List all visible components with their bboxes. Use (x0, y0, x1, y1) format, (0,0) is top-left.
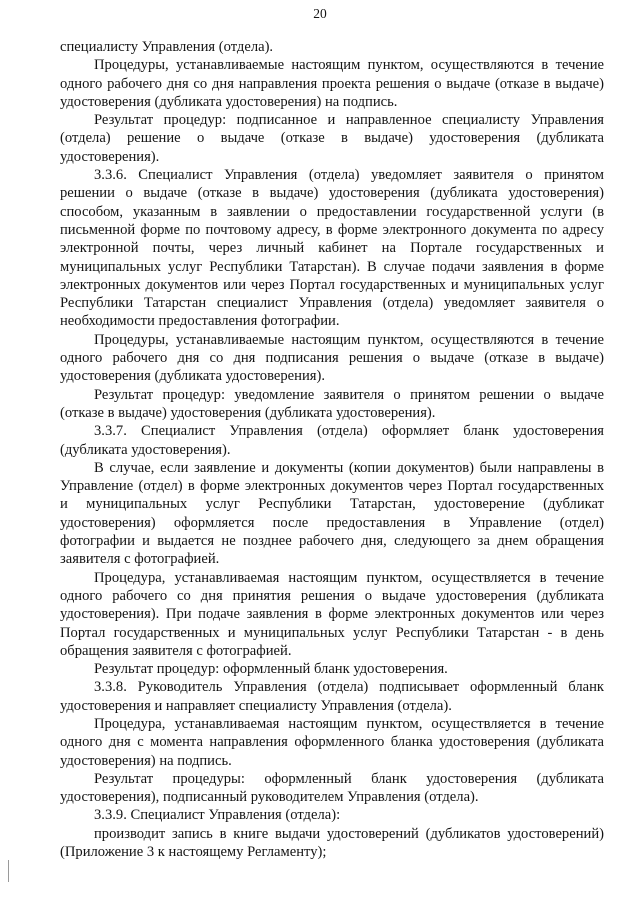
page-number: 20 (313, 6, 327, 21)
text-line: (отдела) решение о выдаче (отказе в выдаче) удостоверения (дубликата (60, 130, 604, 147)
text-line: 3.3.8. Руководитель Управления (отдела) подписывает оформленный бланк (94, 679, 604, 696)
text-line: способом, указанным в заявлении о предоставлении государственной услуги (в (60, 203, 604, 220)
text-line: и муниципальных услуг Республики Татарстан, удостоверение (дубликат (60, 496, 604, 513)
text-line: необходимости предоставления фотографии. (60, 313, 340, 330)
text-line: обращения заявителя с фотографией. (60, 642, 292, 659)
text-line: Процедуры, устанавливаемые настоящим пунктом, осуществляются в течение (94, 331, 604, 348)
text-line: удостоверения (дубликата удостоверения). (60, 368, 325, 385)
text-line: удостоверения), подписанный руководителем Управления (отдела). (60, 789, 479, 806)
text-line: 3.3.9. Специалист Управления (отдела): (94, 807, 341, 824)
text-line: одного рабочего дня со дня направления проекта решения о выдаче (отказе в выдаче) (60, 75, 604, 92)
text-line: Портал государственных и муниципальных услуг Республики Татарстан - в день (60, 624, 604, 641)
text-line: В случае, если заявление и документы (копии документов) были направлены в (94, 459, 604, 476)
text-line: удостоверения) оформляется после предоставления в Управление (отдел) (60, 514, 604, 531)
text-line: муниципальных услуг Республики Татарстан). В случае подачи заявления в форме (60, 258, 604, 275)
text-line: удостоверения). (60, 148, 160, 165)
text-line: письменной форме по почтовому адресу, в форме электронного документа по адресу (60, 221, 604, 238)
text-line: электронных документов или через Портал государственных и муниципальных услуг (60, 276, 604, 293)
text-line: 3.3.7. Специалист Управления (отдела) оформляет бланк удостоверения (94, 423, 604, 440)
text-line: одного дня с момента направления оформленного бланка удостоверения (дубликата (60, 734, 604, 751)
text-line: удостоверения и направляет специалисту Управления (отдела). (60, 697, 452, 714)
text-line: Процедуры, устанавливаемые настоящим пунктом, осуществляются в течение (94, 57, 604, 74)
text-line: (дубликата удостоверения). (60, 441, 231, 458)
text-line: Результат процедур: оформленный бланк удостоверения. (94, 661, 448, 678)
text-line: удостоверения (дубликата удостоверения) на подпись. (60, 93, 398, 110)
text-line: специалисту Управления (отдела). (60, 39, 274, 55)
text-line: Процедура, устанавливаемая настоящим пунктом, осуществляется в течение (94, 569, 604, 586)
text-line: одного рабочего со дня принятия решения о выдаче удостоверения (дубликата (60, 587, 604, 604)
text-line: удостоверения). При подаче заявления в форме электронных документов или через (60, 606, 604, 623)
text-line: одного рабочего дня со дня подписания решения о выдаче (отказе в выдаче) (60, 350, 604, 367)
text-line: Республики Татарстан специалист Управления (отдела) уведомляет заявителя о (60, 295, 604, 312)
text-line: Управление (отдел) в форме электронных документов через Портал государственных (60, 478, 604, 495)
text-line: 3.3.6. Специалист Управления (отдела) уведомляет заявителя о принятом (94, 167, 604, 184)
text-line: производит запись в книге выдачи удостоверений (дубликатов удостоверений) (94, 825, 604, 842)
text-line: (отказе в выдаче) удостоверения (дубликата удостоверения). (60, 404, 436, 421)
text-line: заявителя с фотографией. (60, 551, 220, 568)
text-line: Процедура, устанавливаемая настоящим пунктом, осуществляется в течение (94, 715, 604, 732)
text-line: удостоверения) на подпись. (60, 752, 232, 769)
scan-margin-mark (8, 860, 9, 882)
document-body (60, 38, 604, 861)
text-line: Результат процедур: подписанное и направленное специалисту Управления (94, 112, 604, 129)
text-line: фотографии и выдается не позднее рабочего дня, следующего за днем обращения (60, 533, 604, 550)
text-line: электронной почты, через личный кабинет на Портале государственных и (60, 240, 604, 257)
text-line: Результат процедур: уведомление заявителя о принятом решении о выдаче (94, 386, 604, 403)
text-line: Результат процедуры: оформленный бланк удостоверения (дубликата (94, 770, 604, 787)
text-line: (Приложение 3 к настоящему Регламенту); (60, 844, 327, 861)
text-line: решении о выдаче (отказе в выдаче) удостоверения (дубликата удостоверения) (60, 185, 604, 202)
